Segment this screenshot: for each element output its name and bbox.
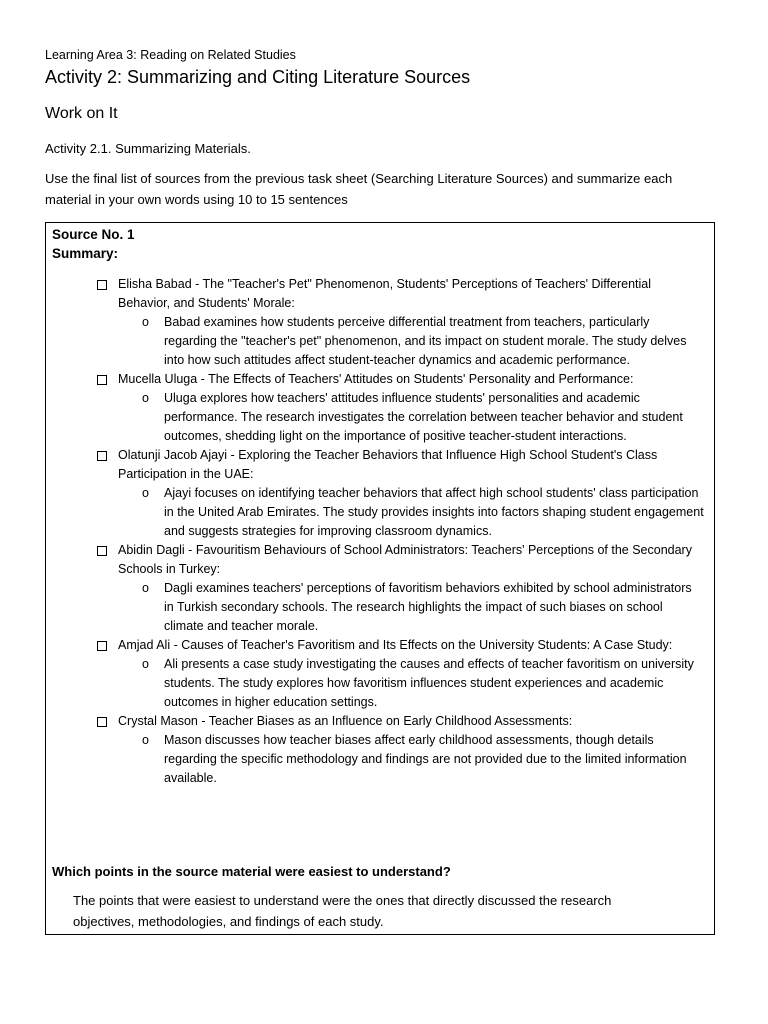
- circle-bullet-icon: o: [142, 315, 149, 329]
- activity-label: Activity 2.1. Summarizing Materials.: [45, 141, 251, 156]
- source-title: Abidin Dagli - Favouritism Behaviours of School Administrators: Teachers' Perceptions of the Secondary Schools in Turkey:: [118, 543, 692, 576]
- source-title: Mucella Uluga - The Effects of Teachers' Attitudes on Students' Personality and Performance:: [118, 372, 634, 386]
- source-summary-text: Ajayi focuses on identifying teacher behaviors that affect high school students' class participation in the United Arab Emirates. The study provides insights into factors shaping student engagement and suggests strategies for improving classroom dynamics.: [164, 486, 704, 538]
- checkbox-icon: [97, 546, 107, 556]
- source-summary: [118, 313, 704, 370]
- source-number-label: Source No. 1: [52, 227, 135, 242]
- source-summary: [118, 484, 704, 541]
- summary-label: Summary:: [52, 246, 119, 261]
- source-list: [52, 275, 704, 788]
- source-item: [52, 541, 704, 636]
- activity-title: Activity 2: Summarizing and Citing Literature Sources: [45, 67, 471, 87]
- source-summary: [118, 389, 704, 446]
- easiest-points-question: Which points in the source material were easiest to understand?: [52, 864, 451, 879]
- circle-bullet-icon: o: [142, 733, 149, 747]
- circle-bullet-icon: o: [142, 581, 149, 595]
- checkbox-icon: [97, 451, 107, 461]
- source-title: Amjad Ali - Causes of Teacher's Favoritism and Its Effects on the University Students: A Case Study:: [118, 638, 673, 652]
- source-title: Crystal Mason - Teacher Biases as an Influence on Early Childhood Assessments:: [118, 714, 573, 728]
- learning-area-subtitle: Learning Area 3: Reading on Related Studies: [45, 48, 296, 62]
- source-summary: [118, 655, 704, 712]
- source-summary: [118, 731, 704, 788]
- checkbox-icon: [97, 280, 107, 290]
- easiest-points-answer: The points that were easiest to understand were the ones that directly discussed the research objectives, methodologies, and findings of each study.: [73, 893, 612, 929]
- circle-bullet-icon: o: [142, 486, 149, 500]
- checkbox-icon: [97, 375, 107, 385]
- source-summary-text: Ali presents a case study investigating the causes and effects of teacher favoritism on university students. The study explores how favoritism influences student experiences and academic outcomes in higher education settings.: [164, 657, 694, 709]
- source-item: [52, 370, 704, 446]
- summary-box: [45, 222, 715, 935]
- circle-bullet-icon: o: [142, 391, 149, 405]
- source-summary: [118, 579, 704, 636]
- circle-bullet-icon: o: [142, 657, 149, 671]
- source-item: [52, 636, 704, 712]
- section-heading: Work on It: [45, 105, 118, 122]
- source-summary-text: Babad examines how students perceive differential treatment from teachers, particularly regarding the "teacher's pet" phenomenon, and its impact on student morale. The study delves into how such attitudes affect student-teacher dynamics and academic performance.: [164, 315, 687, 367]
- source-summary-text: Dagli examines teachers' perceptions of favoritism behaviors exhibited by school administrators in Turkish secondary schools. The research highlights the impact of such biases on school climate and teacher morale.: [164, 581, 692, 633]
- checkbox-icon: [97, 717, 107, 727]
- instructions-text: Use the final list of sources from the previous task sheet (Searching Literature Sources) and summarize each material in your own words using 10 to 15 sentences: [45, 171, 673, 207]
- source-summary-text: Uluga explores how teachers' attitudes influence students' personalities and academic performance. The research investigates the correlation between teacher behavior and student outcomes, shedding light on the importance of positive teacher-student interactions.: [164, 391, 683, 443]
- source-summary-text: Mason discusses how teacher biases affect early childhood assessments, though details regarding the specific methodology and findings are not provided due to the limited information available.: [164, 733, 687, 785]
- source-title: Olatunji Jacob Ajayi - Exploring the Teacher Behaviors that Influence High School Student's Class Participation in the UAE:: [118, 448, 658, 481]
- source-item: [52, 446, 704, 541]
- source-item: [52, 275, 704, 370]
- source-item: [52, 712, 704, 788]
- document-page: [45, 46, 715, 935]
- source-title: Elisha Babad - The "Teacher's Pet" Phenomenon, Students' Perceptions of Teachers' Differential Behavior, and Students' Morale:: [118, 277, 652, 310]
- checkbox-icon: [97, 641, 107, 651]
